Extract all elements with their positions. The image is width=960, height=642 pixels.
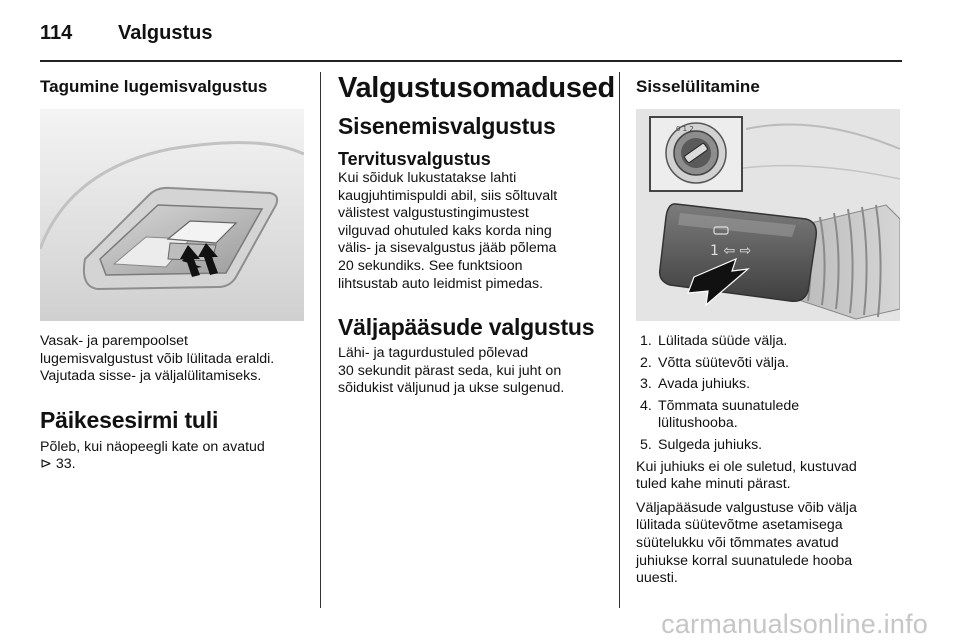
welcome-lighting-text-line-1: Kui sõiduk lukustatakse lahti — [338, 170, 517, 186]
step-2 — [636, 355, 902, 373]
lighting-features-title: Valgustusomadused — [338, 72, 615, 104]
arrow-reference-icon: ⊳ — [40, 456, 52, 473]
rear-reading-light-text-line-2: lugemisvalgustust võib lülitada eraldi. — [40, 350, 275, 367]
door-open-text-line-2: tuled kahe minuti pärast. — [636, 476, 791, 493]
welcome-lighting-heading: Tervitusvalgustus — [338, 149, 491, 169]
step-number: 5. — [640, 436, 652, 453]
step-text-line: Sulgeda juhiuks. — [658, 436, 763, 453]
step-5 — [636, 437, 902, 455]
step-number: 2. — [640, 354, 652, 371]
activation-heading: Sisselülitamine — [636, 77, 760, 96]
welcome-lighting-text-line-2: kaugjuhtimispuldi abil, siis sõltuvalt — [338, 187, 558, 204]
step-number: 1. — [640, 333, 652, 349]
rear-reading-light-text-line-3: Vajutada sisse- ja väljalülitamiseks. — [40, 368, 262, 385]
door-open-text-line-1: Kui juhiuks ei ole suletud, kustuvad — [636, 458, 857, 475]
watermark: carmanualsonline.info — [661, 609, 928, 639]
step-3 — [636, 376, 902, 394]
column-activation — [636, 72, 902, 588]
header-rule — [40, 60, 902, 62]
exit-lighting-text-line-3: sõidukist väljunud ja ukse sulgenud. — [338, 380, 565, 397]
welcome-lighting-text-line-7: lihtsustab auto leidmist pimedas. — [338, 275, 544, 292]
deactivation-text-line-5: uuesti. — [636, 570, 678, 587]
reference-page: 33. — [55, 456, 76, 473]
step-number: 4. — [640, 397, 652, 414]
step-text-line: Lülitada süüde välja. — [658, 333, 788, 349]
sun-visor-light-heading: Päikesesirmi tuli — [40, 406, 219, 433]
activation-steps — [636, 333, 902, 455]
column-divider-2 — [619, 72, 620, 608]
reading-light-illustration — [40, 109, 304, 321]
step-4 — [636, 398, 902, 433]
sun-visor-light-text-line-1: Põleb, kui näopeegli kate on avatud — [40, 438, 265, 455]
welcome-lighting-text-line-3: välistest valgustustingimustest — [338, 205, 529, 222]
sun-visor-light-ref — [40, 456, 310, 474]
turn-signal-lever-illustration — [636, 109, 900, 321]
step-text-line: lülitushooba. — [658, 415, 738, 432]
deactivation-text-line-1: Väljapääsude valgustuse võib välja — [636, 499, 857, 516]
step-text-line: Tõmmata suunatulede — [658, 397, 800, 414]
step-number: 3. — [640, 376, 652, 393]
page-header — [40, 22, 212, 45]
welcome-lighting-text-line-4: vilguvad ohutuled kaks korda ning — [338, 222, 552, 239]
column-reading-lights — [40, 72, 310, 474]
svg-text:1 ⇦ ⇨: 1 ⇦ ⇨ — [710, 243, 752, 259]
deactivation-text-line-2: lülitada süütevõtme asetamisega — [636, 517, 843, 534]
step-text-line: Võtta süütevõti välja. — [658, 354, 789, 371]
entry-lighting-subtitle: Sisenemisvalgustus — [338, 113, 556, 139]
rear-reading-light-heading: Tagumine lugemisvalgustus — [40, 77, 268, 96]
step-1 — [636, 333, 902, 351]
deactivation-text-line-3: süütelukku või tõmmates avatud — [636, 534, 839, 551]
welcome-lighting-text-line-6: 20 sekundiks. See funktsioon — [338, 257, 523, 274]
deactivation-text-line-4: juhiukse korral suunatulede hooba — [636, 552, 853, 569]
page-number: 114 — [40, 22, 73, 44]
column-lighting-features — [338, 72, 615, 398]
exit-lighting-text-line-2: 30 sekundit pärast seda, kui juht on — [338, 362, 562, 379]
column-divider-1 — [320, 72, 321, 608]
exit-lighting-subtitle: Väljapääsude valgustus — [338, 314, 595, 341]
welcome-lighting-text-line-5: välis- ja sisevalgustus jääb põlema — [338, 240, 557, 257]
exit-lighting-text-line-1: Lähi- ja tagurdustuled põlevad — [338, 345, 529, 362]
svg-text:0 1 2: 0 1 2 — [676, 125, 694, 133]
step-text-line: Avada juhiuks. — [658, 376, 751, 393]
section-title: Valgustus — [118, 22, 213, 44]
rear-reading-light-text-line-1: Vasak- ja parempoolset — [40, 333, 188, 349]
